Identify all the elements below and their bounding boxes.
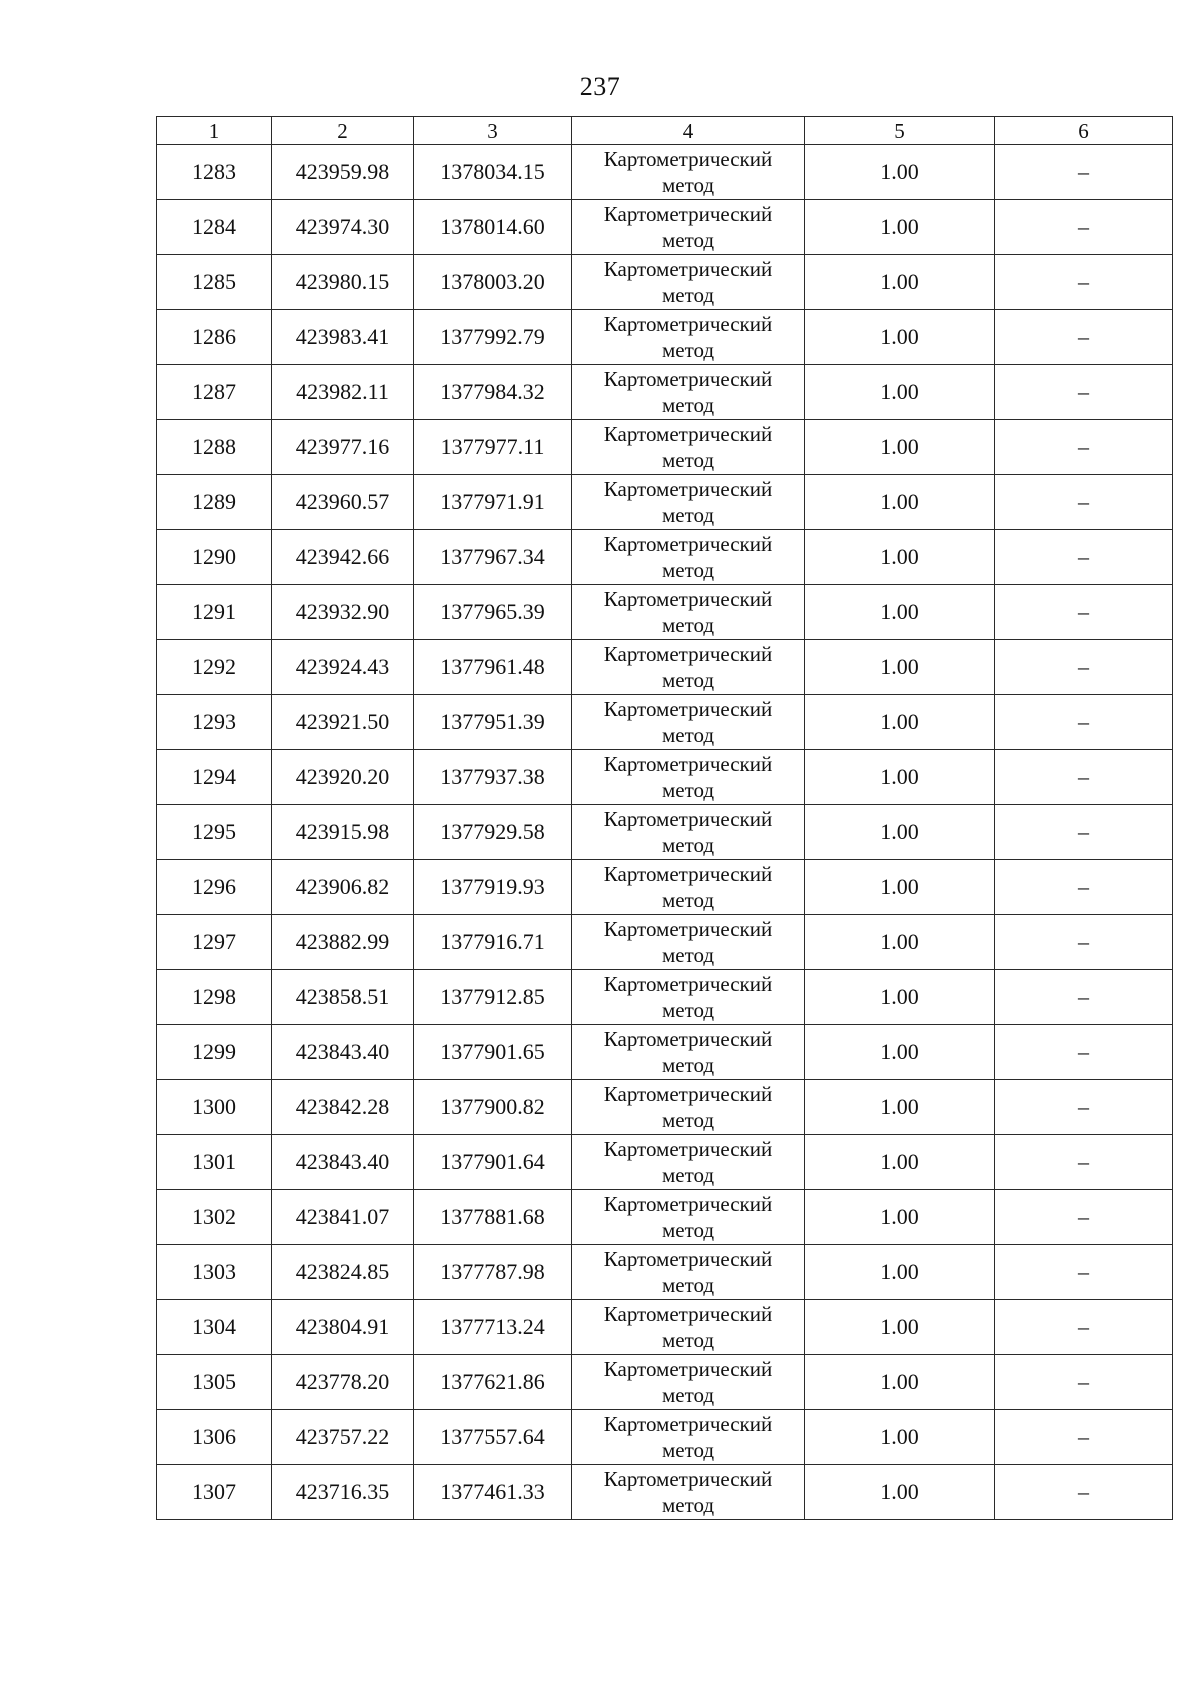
y-coordinate-cell: 1377929.58 [414, 805, 572, 860]
method-text-line: Картометрический [603, 642, 773, 666]
page-number: 237 [579, 72, 621, 101]
method-text-line: метод [661, 1163, 715, 1187]
accuracy-cell: 1.00 [805, 1410, 995, 1465]
method-cell [572, 1465, 805, 1520]
note-cell: – [995, 365, 1173, 420]
method-cell [572, 860, 805, 915]
y-coordinate-cell: 1377967.34 [414, 530, 572, 585]
x-coordinate-cell: 423960.57 [272, 475, 414, 530]
note-cell: – [995, 530, 1173, 585]
method-text-line: метод [661, 1218, 715, 1242]
y-coordinate-cell: 1377713.24 [414, 1300, 572, 1355]
x-coordinate-cell: 423932.90 [272, 585, 414, 640]
y-coordinate-cell: 1377621.86 [414, 1355, 572, 1410]
method-text-line: Картометрический [603, 1302, 773, 1326]
accuracy-cell: 1.00 [805, 365, 995, 420]
accuracy-cell: 1.00 [805, 475, 995, 530]
method-cell [572, 1135, 805, 1190]
accuracy-cell: 1.00 [805, 1135, 995, 1190]
x-coordinate-cell: 423716.35 [272, 1465, 414, 1520]
table-body [157, 145, 1173, 1520]
method-cell [572, 365, 805, 420]
y-coordinate-cell: 1378034.15 [414, 145, 572, 200]
point-number-cell: 1296 [157, 860, 272, 915]
accuracy-cell: 1.00 [805, 970, 995, 1025]
y-coordinate-cell: 1377912.85 [414, 970, 572, 1025]
point-number-cell: 1300 [157, 1080, 272, 1135]
method-text-line: метод [661, 173, 715, 197]
table-row [157, 750, 1173, 805]
method-text-line: метод [661, 1383, 715, 1407]
method-text-line: метод [661, 943, 715, 967]
point-number-cell: 1306 [157, 1410, 272, 1465]
note-cell: – [995, 1245, 1173, 1300]
x-coordinate-cell: 423977.16 [272, 420, 414, 475]
x-coordinate-cell: 423983.41 [272, 310, 414, 365]
coordinates-table [156, 116, 1173, 1520]
note-cell: – [995, 915, 1173, 970]
method-text-line: метод [661, 338, 715, 362]
y-coordinate-cell: 1377901.65 [414, 1025, 572, 1080]
accuracy-cell: 1.00 [805, 1465, 995, 1520]
method-text-line: метод [661, 393, 715, 417]
table-row [157, 1245, 1173, 1300]
method-text-line: Картометрический [603, 477, 773, 501]
point-number-cell: 1302 [157, 1190, 272, 1245]
table-row [157, 585, 1173, 640]
method-text-line: метод [661, 283, 715, 307]
x-coordinate-cell: 423942.66 [272, 530, 414, 585]
method-text-line: Картометрический [603, 752, 773, 776]
point-number-cell: 1301 [157, 1135, 272, 1190]
method-text-line: метод [661, 1053, 715, 1077]
method-text-line: метод [661, 613, 715, 637]
y-coordinate-cell: 1377900.82 [414, 1080, 572, 1135]
y-coordinate-cell: 1377951.39 [414, 695, 572, 750]
method-cell [572, 805, 805, 860]
point-number-cell: 1298 [157, 970, 272, 1025]
note-cell: – [995, 255, 1173, 310]
y-coordinate-cell: 1377965.39 [414, 585, 572, 640]
method-text-line: метод [661, 1493, 715, 1517]
table-row [157, 805, 1173, 860]
note-cell: – [995, 1190, 1173, 1245]
column-header-1: 1 [157, 117, 272, 145]
x-coordinate-cell: 423924.43 [272, 640, 414, 695]
accuracy-cell: 1.00 [805, 420, 995, 475]
accuracy-cell: 1.00 [805, 860, 995, 915]
accuracy-cell: 1.00 [805, 1300, 995, 1355]
note-cell: – [995, 200, 1173, 255]
x-coordinate-cell: 423757.22 [272, 1410, 414, 1465]
table-row [157, 860, 1173, 915]
x-coordinate-cell: 423906.82 [272, 860, 414, 915]
y-coordinate-cell: 1377992.79 [414, 310, 572, 365]
table-row [157, 420, 1173, 475]
method-cell [572, 475, 805, 530]
accuracy-cell: 1.00 [805, 530, 995, 585]
accuracy-cell: 1.00 [805, 915, 995, 970]
method-cell [572, 1300, 805, 1355]
accuracy-cell: 1.00 [805, 310, 995, 365]
accuracy-cell: 1.00 [805, 1355, 995, 1410]
method-cell [572, 1080, 805, 1135]
method-text-line: метод [661, 503, 715, 527]
point-number-cell: 1287 [157, 365, 272, 420]
x-coordinate-cell: 423980.15 [272, 255, 414, 310]
method-text-line: Картометрический [603, 697, 773, 721]
accuracy-cell: 1.00 [805, 1245, 995, 1300]
x-coordinate-cell: 423778.20 [272, 1355, 414, 1410]
method-cell [572, 530, 805, 585]
table-row [157, 200, 1173, 255]
method-text-line: Картометрический [603, 917, 773, 941]
method-text-line: Картометрический [603, 1357, 773, 1381]
method-cell [572, 695, 805, 750]
point-number-cell: 1288 [157, 420, 272, 475]
table-row [157, 530, 1173, 585]
method-text-line: метод [661, 448, 715, 472]
accuracy-cell: 1.00 [805, 200, 995, 255]
method-text-line: Картометрический [603, 862, 773, 886]
accuracy-cell: 1.00 [805, 1080, 995, 1135]
point-number-cell: 1283 [157, 145, 272, 200]
point-number-cell: 1295 [157, 805, 272, 860]
method-cell [572, 200, 805, 255]
note-cell: – [995, 805, 1173, 860]
point-number-cell: 1307 [157, 1465, 272, 1520]
method-cell [572, 970, 805, 1025]
note-cell: – [995, 420, 1173, 475]
y-coordinate-cell: 1377901.64 [414, 1135, 572, 1190]
accuracy-cell: 1.00 [805, 255, 995, 310]
y-coordinate-cell: 1377984.32 [414, 365, 572, 420]
method-cell [572, 915, 805, 970]
method-text-line: метод [661, 1108, 715, 1132]
table-header-row [157, 117, 1173, 145]
accuracy-cell: 1.00 [805, 805, 995, 860]
accuracy-cell: 1.00 [805, 1190, 995, 1245]
method-text-line: метод [661, 228, 715, 252]
method-text-line: метод [661, 668, 715, 692]
method-text-line: метод [661, 1328, 715, 1352]
table-row [157, 695, 1173, 750]
x-coordinate-cell: 423843.40 [272, 1135, 414, 1190]
accuracy-cell: 1.00 [805, 1025, 995, 1080]
note-cell: – [995, 310, 1173, 365]
column-header-2: 2 [272, 117, 414, 145]
accuracy-cell: 1.00 [805, 695, 995, 750]
note-cell: – [995, 970, 1173, 1025]
method-cell [572, 1190, 805, 1245]
method-text-line: Картометрический [603, 587, 773, 611]
method-text-line: Картометрический [603, 202, 773, 226]
x-coordinate-cell: 423982.11 [272, 365, 414, 420]
point-number-cell: 1289 [157, 475, 272, 530]
method-cell [572, 1355, 805, 1410]
method-text-line: метод [661, 558, 715, 582]
point-number-cell: 1294 [157, 750, 272, 805]
method-text-line: метод [661, 888, 715, 912]
method-cell [572, 420, 805, 475]
point-number-cell: 1290 [157, 530, 272, 585]
note-cell: – [995, 695, 1173, 750]
y-coordinate-cell: 1377461.33 [414, 1465, 572, 1520]
method-text-line: Картометрический [603, 422, 773, 446]
column-header-5: 5 [805, 117, 995, 145]
y-coordinate-cell: 1377937.38 [414, 750, 572, 805]
point-number-cell: 1303 [157, 1245, 272, 1300]
table-row [157, 365, 1173, 420]
method-text-line: Картометрический [603, 807, 773, 831]
accuracy-cell: 1.00 [805, 145, 995, 200]
table-row [157, 1300, 1173, 1355]
x-coordinate-cell: 423915.98 [272, 805, 414, 860]
method-text-line: Картометрический [603, 972, 773, 996]
y-coordinate-cell: 1377971.91 [414, 475, 572, 530]
x-coordinate-cell: 423804.91 [272, 1300, 414, 1355]
note-cell: – [995, 1025, 1173, 1080]
method-text-line: метод [661, 998, 715, 1022]
table-row [157, 915, 1173, 970]
method-cell [572, 255, 805, 310]
method-cell [572, 750, 805, 805]
note-cell: – [995, 1135, 1173, 1190]
note-cell: – [995, 145, 1173, 200]
x-coordinate-cell: 423824.85 [272, 1245, 414, 1300]
point-number-cell: 1297 [157, 915, 272, 970]
accuracy-cell: 1.00 [805, 750, 995, 805]
point-number-cell: 1299 [157, 1025, 272, 1080]
x-coordinate-cell: 423921.50 [272, 695, 414, 750]
note-cell: – [995, 750, 1173, 805]
method-text-line: метод [661, 723, 715, 747]
method-text-line: Картометрический [603, 312, 773, 336]
method-text-line: Картометрический [603, 1027, 773, 1051]
column-header-6: 6 [995, 117, 1173, 145]
note-cell: – [995, 1080, 1173, 1135]
method-text-line: Картометрический [603, 532, 773, 556]
table-row [157, 1135, 1173, 1190]
y-coordinate-cell: 1377961.48 [414, 640, 572, 695]
column-header-3: 3 [414, 117, 572, 145]
method-cell [572, 585, 805, 640]
y-coordinate-cell: 1377977.11 [414, 420, 572, 475]
table-row [157, 1025, 1173, 1080]
method-text-line: метод [661, 1438, 715, 1462]
note-cell: – [995, 640, 1173, 695]
note-cell: – [995, 1410, 1173, 1465]
note-cell: – [995, 1300, 1173, 1355]
note-cell: – [995, 1355, 1173, 1410]
method-cell [572, 1025, 805, 1080]
method-cell [572, 1245, 805, 1300]
y-coordinate-cell: 1377881.68 [414, 1190, 572, 1245]
method-text-line: Картометрический [603, 1137, 773, 1161]
method-text-line: метод [661, 778, 715, 802]
y-coordinate-cell: 1377557.64 [414, 1410, 572, 1465]
point-number-cell: 1304 [157, 1300, 272, 1355]
y-coordinate-cell: 1377787.98 [414, 1245, 572, 1300]
method-text-line: Картометрический [603, 257, 773, 281]
table-row [157, 1410, 1173, 1465]
x-coordinate-cell: 423974.30 [272, 200, 414, 255]
method-text-line: Картометрический [603, 1082, 773, 1106]
method-text-line: Картометрический [603, 1412, 773, 1436]
method-text-line: Картометрический [603, 367, 773, 391]
x-coordinate-cell: 423843.40 [272, 1025, 414, 1080]
method-cell [572, 1410, 805, 1465]
table-row [157, 475, 1173, 530]
x-coordinate-cell: 423920.20 [272, 750, 414, 805]
y-coordinate-cell: 1377919.93 [414, 860, 572, 915]
method-text-line: метод [661, 833, 715, 857]
accuracy-cell: 1.00 [805, 585, 995, 640]
point-number-cell: 1286 [157, 310, 272, 365]
method-cell [572, 640, 805, 695]
table-row [157, 145, 1173, 200]
table-row [157, 1080, 1173, 1135]
table-row [157, 310, 1173, 365]
point-number-cell: 1292 [157, 640, 272, 695]
point-number-cell: 1285 [157, 255, 272, 310]
y-coordinate-cell: 1378014.60 [414, 200, 572, 255]
method-cell [572, 310, 805, 365]
x-coordinate-cell: 423858.51 [272, 970, 414, 1025]
point-number-cell: 1293 [157, 695, 272, 750]
column-header-4: 4 [572, 117, 805, 145]
point-number-cell: 1284 [157, 200, 272, 255]
x-coordinate-cell: 423882.99 [272, 915, 414, 970]
accuracy-cell: 1.00 [805, 640, 995, 695]
table-row [157, 255, 1173, 310]
method-text-line: Картометрический [603, 1247, 773, 1271]
method-text-line: метод [661, 1273, 715, 1297]
table-row [157, 1190, 1173, 1245]
method-text-line: Картометрический [603, 147, 773, 171]
note-cell: – [995, 475, 1173, 530]
note-cell: – [995, 585, 1173, 640]
method-text-line: Картометрический [603, 1192, 773, 1216]
table-row [157, 970, 1173, 1025]
x-coordinate-cell: 423959.98 [272, 145, 414, 200]
point-number-cell: 1305 [157, 1355, 272, 1410]
method-cell [572, 145, 805, 200]
x-coordinate-cell: 423842.28 [272, 1080, 414, 1135]
point-number-cell: 1291 [157, 585, 272, 640]
y-coordinate-cell: 1378003.20 [414, 255, 572, 310]
table-row [157, 1465, 1173, 1520]
table-row [157, 640, 1173, 695]
table-row [157, 1355, 1173, 1410]
x-coordinate-cell: 423841.07 [272, 1190, 414, 1245]
note-cell: – [995, 1465, 1173, 1520]
note-cell: – [995, 860, 1173, 915]
y-coordinate-cell: 1377916.71 [414, 915, 572, 970]
method-text-line: Картометрический [603, 1467, 773, 1491]
